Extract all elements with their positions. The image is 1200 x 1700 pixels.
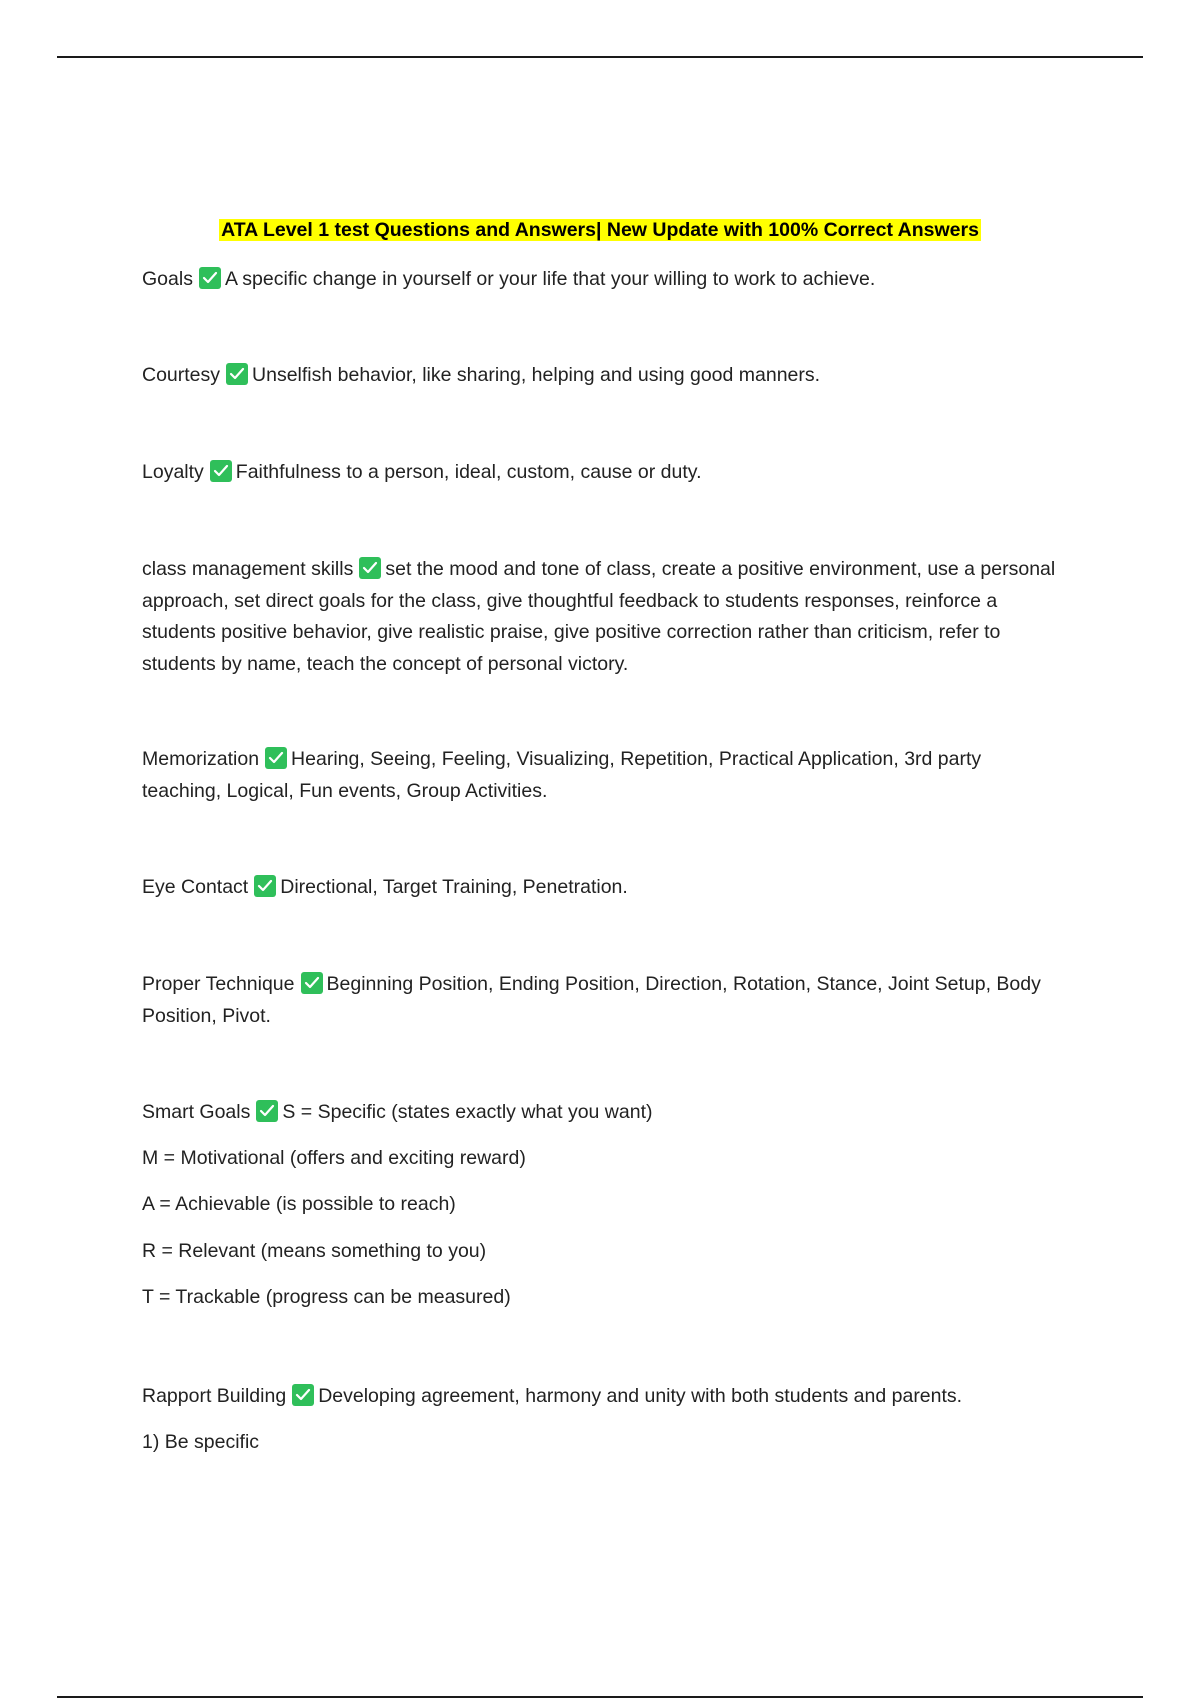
smart-goals-line: M = Motivational (offers and exciting reward): [142, 1146, 526, 1169]
checkmark-icon: [265, 747, 287, 769]
footer-rule: [57, 1696, 1143, 1698]
rapport-followup: 1) Be specific: [142, 1430, 260, 1453]
checkmark-icon: [199, 267, 221, 289]
term: Smart Goals: [142, 1101, 251, 1123]
definition: Faithfulness to a person, ideal, custom, cause or duty.: [235, 461, 702, 483]
term: Rapport Building: [142, 1385, 287, 1407]
term: Loyalty: [142, 461, 204, 483]
qa-entry-goals: [142, 264, 1062, 296]
document-title: [0, 217, 1200, 243]
term: Eye Contact: [142, 876, 249, 898]
smart-goals-line: A = Achievable (is possible to reach): [142, 1193, 456, 1215]
qa-entry-proper-technique: [142, 969, 1062, 1032]
checkmark-icon: [256, 1100, 278, 1122]
term: Proper Technique: [142, 973, 295, 995]
qa-entry-class-management-skills: [142, 554, 1062, 680]
smart-goals-line: R = Relevant (means something to you): [142, 1239, 487, 1262]
definition: Hearing, Seeing, Feeling, Visualizing, Repetition, Practical Application, 3rd party teaching, Logical, Fun events, Group Activities.: [142, 748, 982, 802]
definition: Unselfish behavior, like sharing, helping and using good manners.: [252, 364, 821, 386]
term: Goals: [142, 268, 193, 290]
checkmark-icon: [226, 363, 248, 385]
qa-entry-smart-goals: [142, 1097, 1062, 1314]
qa-entry-loyalty: [142, 457, 1062, 489]
qa-entry-eye-contact: [142, 872, 1062, 904]
definition: Developing agreement, harmony and unity with both students and parents.: [318, 1385, 963, 1407]
qa-entry-courtesy: [142, 360, 1062, 392]
definition: Beginning Position, Ending Position, Direction, Rotation, Stance, Joint Setup, Body Position, Pivot.: [142, 973, 1041, 1027]
checkmark-icon: [254, 875, 276, 897]
term: class management skills: [142, 558, 354, 580]
document-title-text: ATA Level 1 test Questions and Answers| New Update with 100% Correct Answers: [221, 219, 979, 241]
checkmark-icon: [359, 557, 381, 579]
term: Memorization: [142, 748, 260, 770]
definition: Directional, Target Training, Penetration.: [280, 876, 628, 898]
qa-entry-rapport-building: [142, 1381, 1062, 1458]
checkmark-icon: [301, 972, 323, 994]
smart-goals-line: T = Trackable (progress can be measured): [142, 1286, 511, 1308]
checkmark-icon: [292, 1384, 314, 1406]
definition: A specific change in yourself or your life that your willing to work to achieve.: [224, 268, 876, 290]
checkmark-icon: [210, 460, 232, 482]
definition: S = Specific (states exactly what you want): [282, 1101, 653, 1123]
smart-goals-list: [142, 1143, 1062, 1314]
term: Courtesy: [142, 364, 221, 386]
qa-entry-memorization: [142, 744, 1062, 807]
header-rule: [57, 56, 1143, 58]
definition: set the mood and tone of class, create a positive environment, use a personal approach, set direct goals for the class, give thoughtful feedback to students responses, reinforce a students positive behavior, give realistic praise, give positive correction rather than criticism, refer to students by name, teach the concept of personal victory.: [142, 558, 1056, 675]
